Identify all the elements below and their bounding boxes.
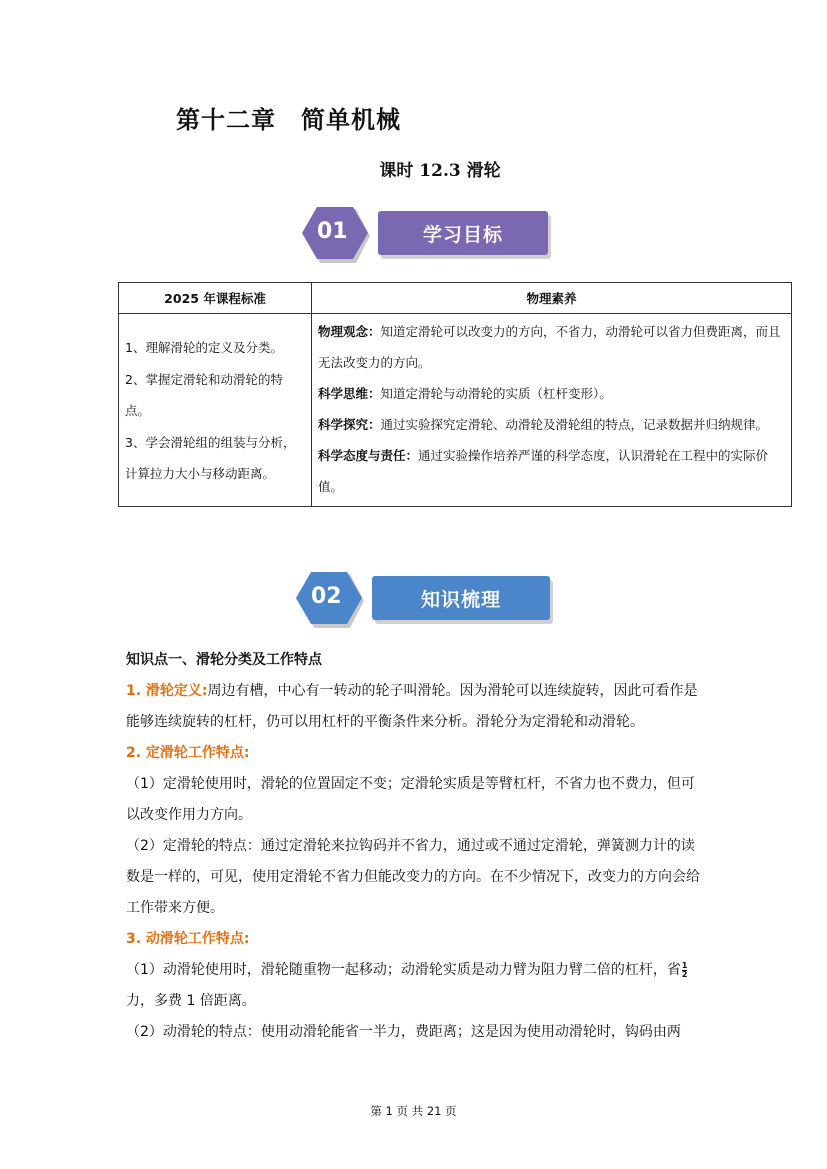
literacy-item bbox=[318, 378, 785, 409]
standards-table bbox=[118, 282, 792, 507]
section-title: 知识梳理 bbox=[372, 576, 550, 620]
movable-pulley-text: （1）动滑轮使用时，滑轮随重物一起移动；动滑轮实质是动力臂为阻力臂二倍的杠杆，省 bbox=[126, 962, 681, 978]
movable-pulley-heading: 3. 动滑轮工作特点: bbox=[126, 931, 250, 947]
table-header-standard: 2025 年课程标准 bbox=[119, 283, 312, 314]
definition-text: 周边有槽，中心有一转动的轮子叫滑轮。因为滑轮可以连续旋转，因此可看作是能够连续旋转的杠杆，仍可以用杠杆的平衡条件来分析。滑轮分为定滑轮和动滑轮。 bbox=[126, 683, 698, 730]
standard-item: 3、学会滑轮组的组装与分析，计算拉力大小与移动距离。 bbox=[125, 434, 296, 481]
knowledge-point-title: 知识点一、滑轮分类及工作特点 bbox=[126, 652, 322, 668]
literacy-label: 科学思维： bbox=[318, 386, 381, 401]
movable-pulley-point-1 bbox=[126, 955, 706, 1017]
literacy-list bbox=[312, 314, 792, 507]
definition-label: 1. 滑轮定义: bbox=[126, 683, 208, 699]
fixed-pulley-point-2: （2）定滑轮的特点：通过定滑轮来拉钩码并不省力，通过或不通过定滑轮，弹簧测力计的读数是一样的，可见，使用定滑轮不省力但能改变力的方向。在不少情况下，改变力的方向会给工作带来方便。 bbox=[126, 838, 700, 916]
fixed-pulley-heading: 2. 定滑轮工作特点: bbox=[126, 745, 250, 761]
standard-item: 2、掌握定滑轮和动滑轮的特点。 bbox=[125, 371, 283, 418]
literacy-item bbox=[318, 440, 785, 502]
literacy-text: 通过实验探究定滑轮、动滑轮及滑轮组的特点，记录数据并归纳规律。 bbox=[380, 417, 769, 432]
literacy-label: 物理观念： bbox=[318, 324, 381, 339]
lesson-title: 课时 12.3 滑轮 bbox=[379, 161, 501, 181]
definition-paragraph bbox=[126, 676, 706, 738]
section-title: 学习目标 bbox=[378, 211, 548, 255]
section-number: 01 bbox=[317, 219, 348, 244]
fixed-pulley-point-1: （1）定滑轮使用时，滑轮的位置固定不变；定滑轮实质是等臂杠杆，不省力也不费力，但可以改变作用力方向。 bbox=[126, 776, 695, 823]
standard-list bbox=[119, 314, 312, 507]
literacy-text: 知道定滑轮可以改变力的方向，不省力，动滑轮可以省力但费距离，而且无法改变力的方向。 bbox=[318, 324, 781, 370]
literacy-text: 通过实验操作培养严谨的科学态度，认识滑轮在工程中的实际价值。 bbox=[318, 448, 769, 494]
section-number: 02 bbox=[311, 584, 342, 609]
table-header-literacy: 物理素养 bbox=[312, 283, 792, 314]
literacy-text: 知道定滑轮与动滑轮的实质（杠杆变形）。 bbox=[380, 386, 612, 401]
page-footer: 第 1 页 共 21 页 bbox=[370, 1104, 457, 1118]
movable-pulley-point-2: （2）动滑轮的特点：使用动滑轮能省一半力，费距离；这是因为使用动滑轮时，钩码由两 bbox=[126, 1024, 681, 1040]
literacy-item bbox=[318, 409, 785, 440]
knowledge-body bbox=[126, 645, 706, 1048]
literacy-label: 科学探究： bbox=[318, 417, 381, 432]
literacy-item bbox=[318, 316, 785, 378]
section-badge-02 bbox=[294, 570, 556, 632]
literacy-label: 科学态度与责任： bbox=[318, 448, 419, 463]
movable-pulley-text: 力，多费 1 倍距离。 bbox=[126, 993, 256, 1009]
chapter-title: 第十二章 简单机械 bbox=[176, 105, 401, 134]
fraction-denominator: 2 bbox=[681, 969, 688, 979]
section-badge-01 bbox=[300, 205, 552, 267]
one-half-fraction bbox=[682, 962, 688, 979]
fraction-numerator: 1 bbox=[681, 960, 688, 970]
standard-item: 1、理解滑轮的定义及分类。 bbox=[125, 340, 283, 355]
